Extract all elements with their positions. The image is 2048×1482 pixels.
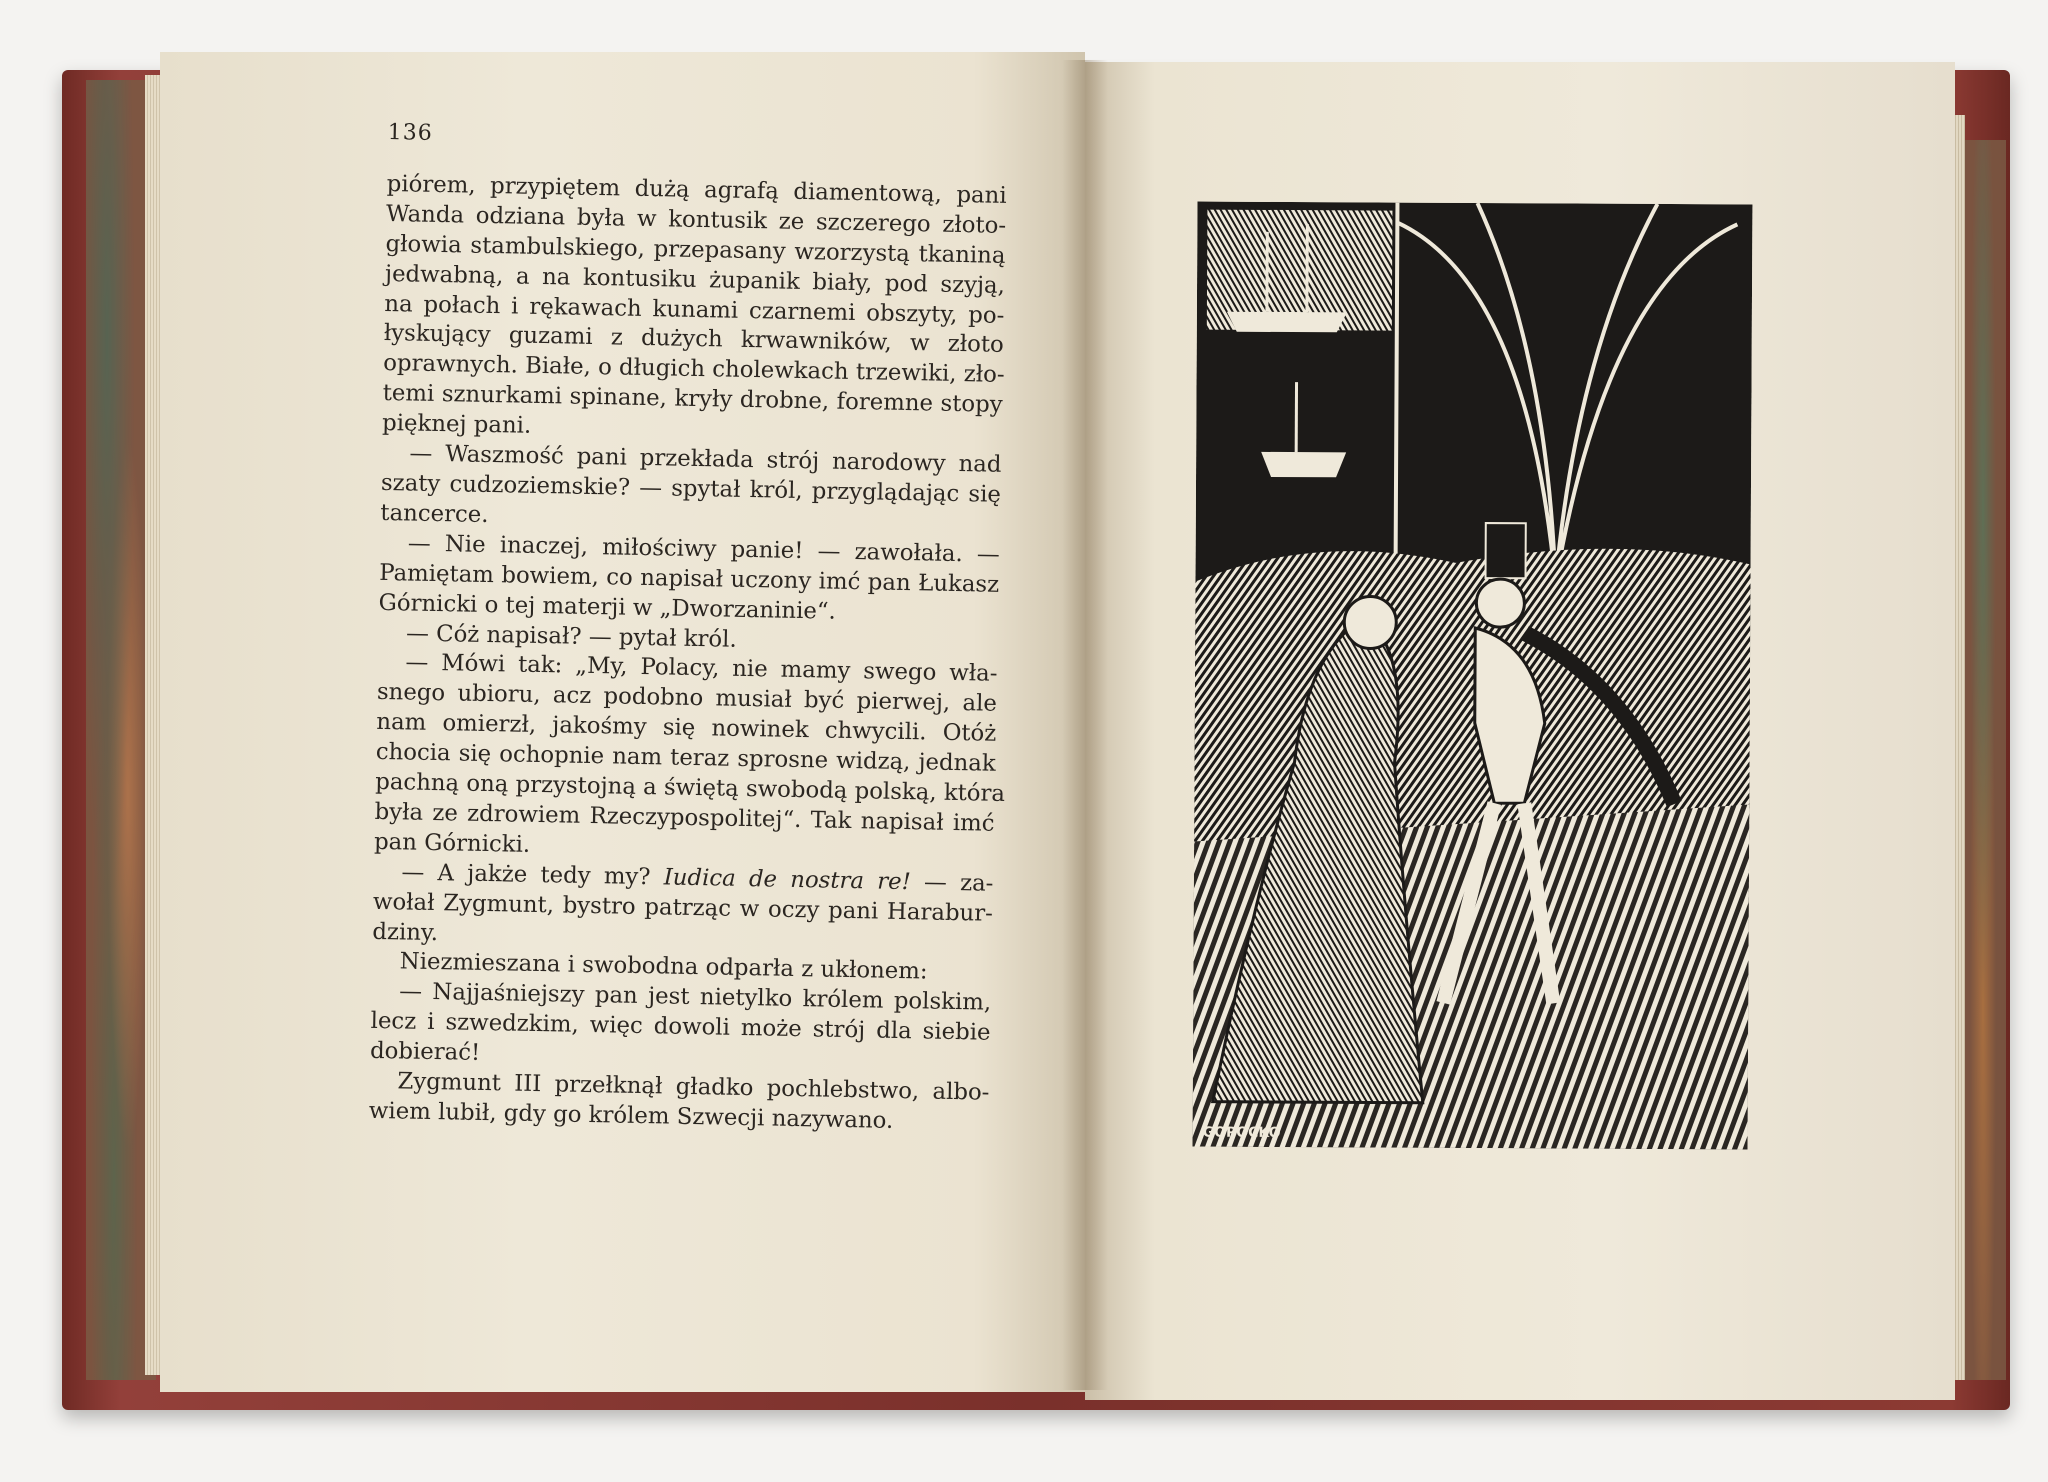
artist-signature: GOPOCKO [1202, 1124, 1281, 1142]
text-lines [369, 170, 1007, 1139]
text-line: — Waszmość pani przekłada strój narodowy nad [409, 440, 1002, 478]
text-line: dziny. [372, 918, 439, 946]
text-line: Pamiętam bowiem, co napisał uczony imć pan Łukasz [379, 559, 1000, 598]
text-line: łyskujący guzami z dużych krwawników, w złoto [383, 320, 1004, 359]
text-line: — A jakże tedy my? Iudica de nostra re! — za- [401, 859, 994, 897]
text-line: — Cóż napisał? — pytał król. [405, 619, 737, 653]
page-number: 136 [387, 119, 433, 146]
king-hat [1486, 523, 1526, 578]
book-gutter [1062, 60, 1108, 1390]
text-line: pan Górnicki. [373, 828, 531, 858]
ship-hull [1227, 312, 1347, 333]
text-line: wołał Zygmunt, bystro patrząc w oczy pani Harabur- [372, 888, 994, 927]
latin-phrase: Iudica de nostra re! [663, 864, 912, 895]
line-continuation: — za- [910, 868, 994, 897]
marbled-endpaper-right [1960, 140, 2006, 1380]
text-line: snego ubioru, acz podobno musiał być pierwej, ale [376, 679, 998, 718]
text-line: — Mówi tak: „My, Polacy, nie mamy swego wła- [405, 649, 998, 688]
text-line: oprawnych. Białe, o długich cholewkach trzewiki, zło- [383, 350, 1005, 389]
text-line: wiem lubił, gdy go królem Szwecji nazywano. [368, 1097, 894, 1134]
text-line: temi sznurkami spinane, kryły drobne, foremne stopy [382, 380, 1003, 419]
text-line: dobierać! [369, 1038, 481, 1067]
chandelier-ship [1261, 452, 1346, 477]
engraving-illustration [1193, 202, 1753, 1150]
text-line: chocia się ochopnie nam teraz sprosne widzą, jednak [375, 739, 996, 777]
text-line: tancerce. [380, 499, 489, 528]
text-line: lecz i szwedzkim, więc dowoli może strój dla siebie [370, 1008, 991, 1047]
page-text [369, 118, 1008, 1139]
text-line: szaty cudzoziemskie? — spytał król, przyglądając się [380, 469, 1002, 508]
text-line: na połach i rękawach kunami czarnemi obszyty, po- [384, 290, 1005, 329]
text-line: głowia stambulskiego, przepasany wzorzystą tkaniną [385, 230, 1006, 269]
text-line: pięknej pani. [381, 410, 532, 439]
text-line: pachną oną przystojną a świętą swobodą polską, która [375, 768, 1006, 807]
text-line: Niezmieszana i swobodna odparła z ukłonem: [399, 948, 928, 985]
text-line: Górnicki o tej materji w „Dworzaninie“. [378, 589, 837, 625]
text-line: — Najjaśniejszy pan jest nietylko królem polskim, [398, 978, 992, 1017]
text-line: nam omierzł, jakośmy się nowinek chwycili. Otóż [376, 709, 997, 748]
text-line: Wanda odziana była w kontusik ze szczerego złoto- [385, 200, 1007, 239]
text-line: — Nie inaczej, miłościwy panie! — zawołała. — [407, 530, 1000, 568]
text-line: piórem, przypiętem dużą agrafą diamentową, pani [386, 170, 1007, 209]
text-line: jedwabną, a na kontusiku żupanik biały, pod szyją, [384, 260, 1006, 299]
text-line: Zygmunt III przełknął gładko pochlebstwo, albo- [397, 1068, 990, 1106]
text-line: była ze zdrowiem Rzeczypospolitej“. Tak napisał imć [374, 798, 995, 837]
